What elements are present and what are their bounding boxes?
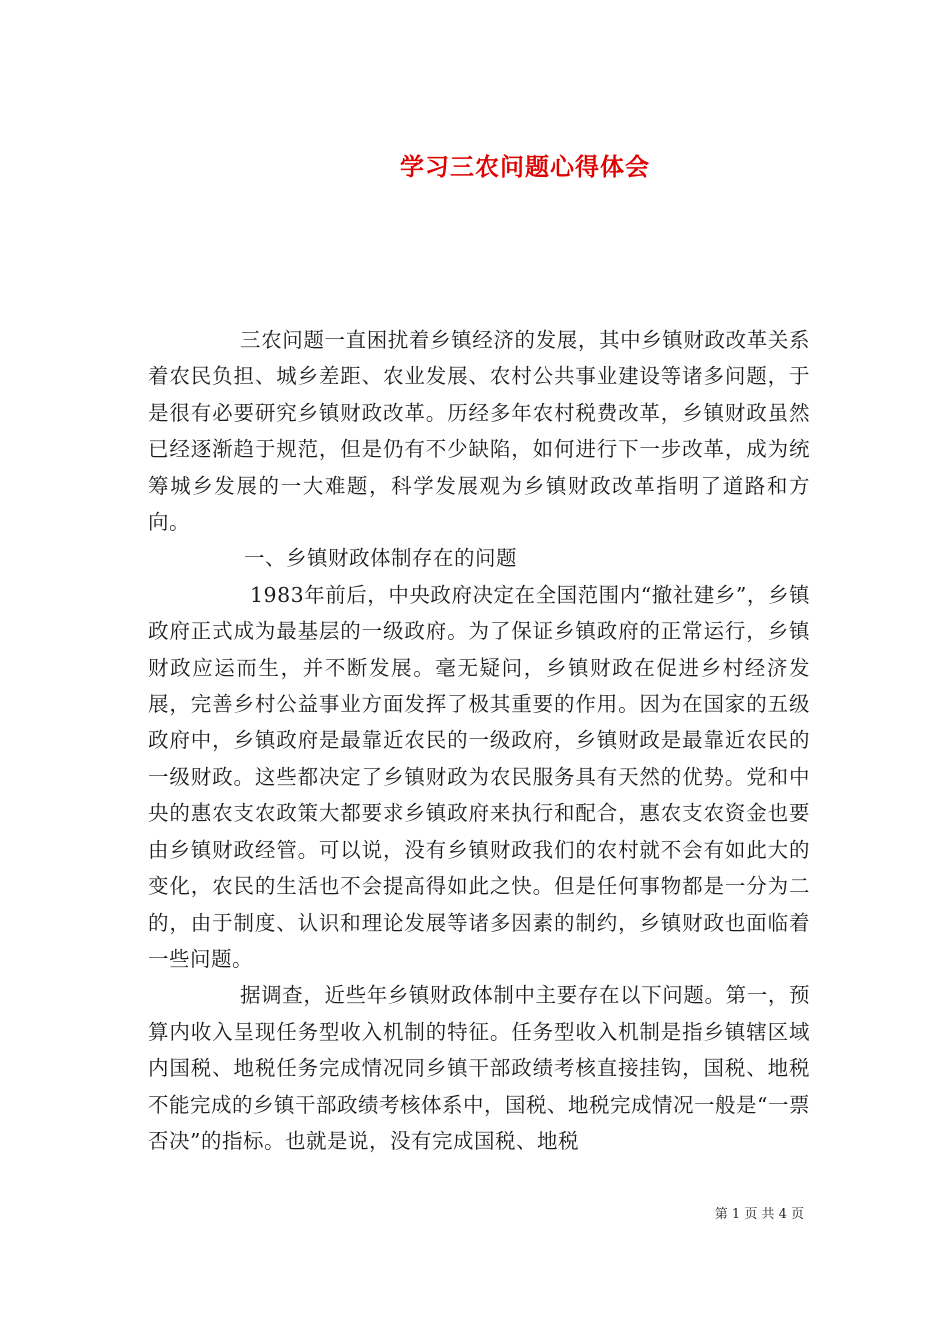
document-body — [148, 322, 810, 1159]
paragraph-intro: 三农问题一直困扰着乡镇经济的发展，其中乡镇财政改革关系着农民负担、城乡差距、农业发展、农村公共事业建设等诸多问题，于是很有必要研究乡镇财政改革。历经多年农村税费改革，乡镇财政虽然已经逐渐趋于规范，但是仍有不少缺陷，如何进行下一步改革，成为统筹城乡发展的一大难题，科学发展观为乡镇财政改革指明了道路和方向。 — [148, 328, 810, 535]
paragraph-history: 1983年前后，中央政府决定在全国范围内“撤社建乡”，乡镇政府正式成为最基层的一级政府。为了保证乡镇政府的正常运行，乡镇财政应运而生，并不断发展。毫无疑问，乡镇财政在促进乡村经济发展，完善乡村公益事业方面发挥了极其重要的作用。因为在国家的五级政府中，乡镇政府是最靠近农民的一级政府，乡镇财政是最靠近农民的一级财政。这些都决定了乡镇财政为农民服务具有天然的优势。党和中央的惠农支农政策大都要求乡镇政府来执行和配合，惠农支农资金也要由乡镇财政经管。可以说，没有乡镇财政我们的农村就不会有如此大的变化，农民的生活也不会提高得如此之快。但是任何事物都是一分为二的，由于制度、认识和理论发展等诸多因素的制约，乡镇财政也面临着一些问题。 — [148, 582, 810, 971]
paragraph-survey: 据调查，近些年乡镇财政体制中主要存在以下问题。第一，预算内收入呈现任务型收入机制的特征。任务型收入机制是指乡镇辖区域内国税、地税任务完成情况同乡镇干部政绩考核直接挂钩，国税、地税不能完成的乡镇干部政绩考核体系中，国税、地税完成情况一般是“一票否决”的指标。也就是说，没有完成国税、地税 — [148, 983, 810, 1153]
page-title: 学习三农问题心得体会 — [400, 152, 650, 182]
section-heading-1: 一、乡镇财政体制存在的问题 — [244, 546, 517, 571]
page-number: 第 1 页 共 4 页 — [714, 1207, 804, 1222]
